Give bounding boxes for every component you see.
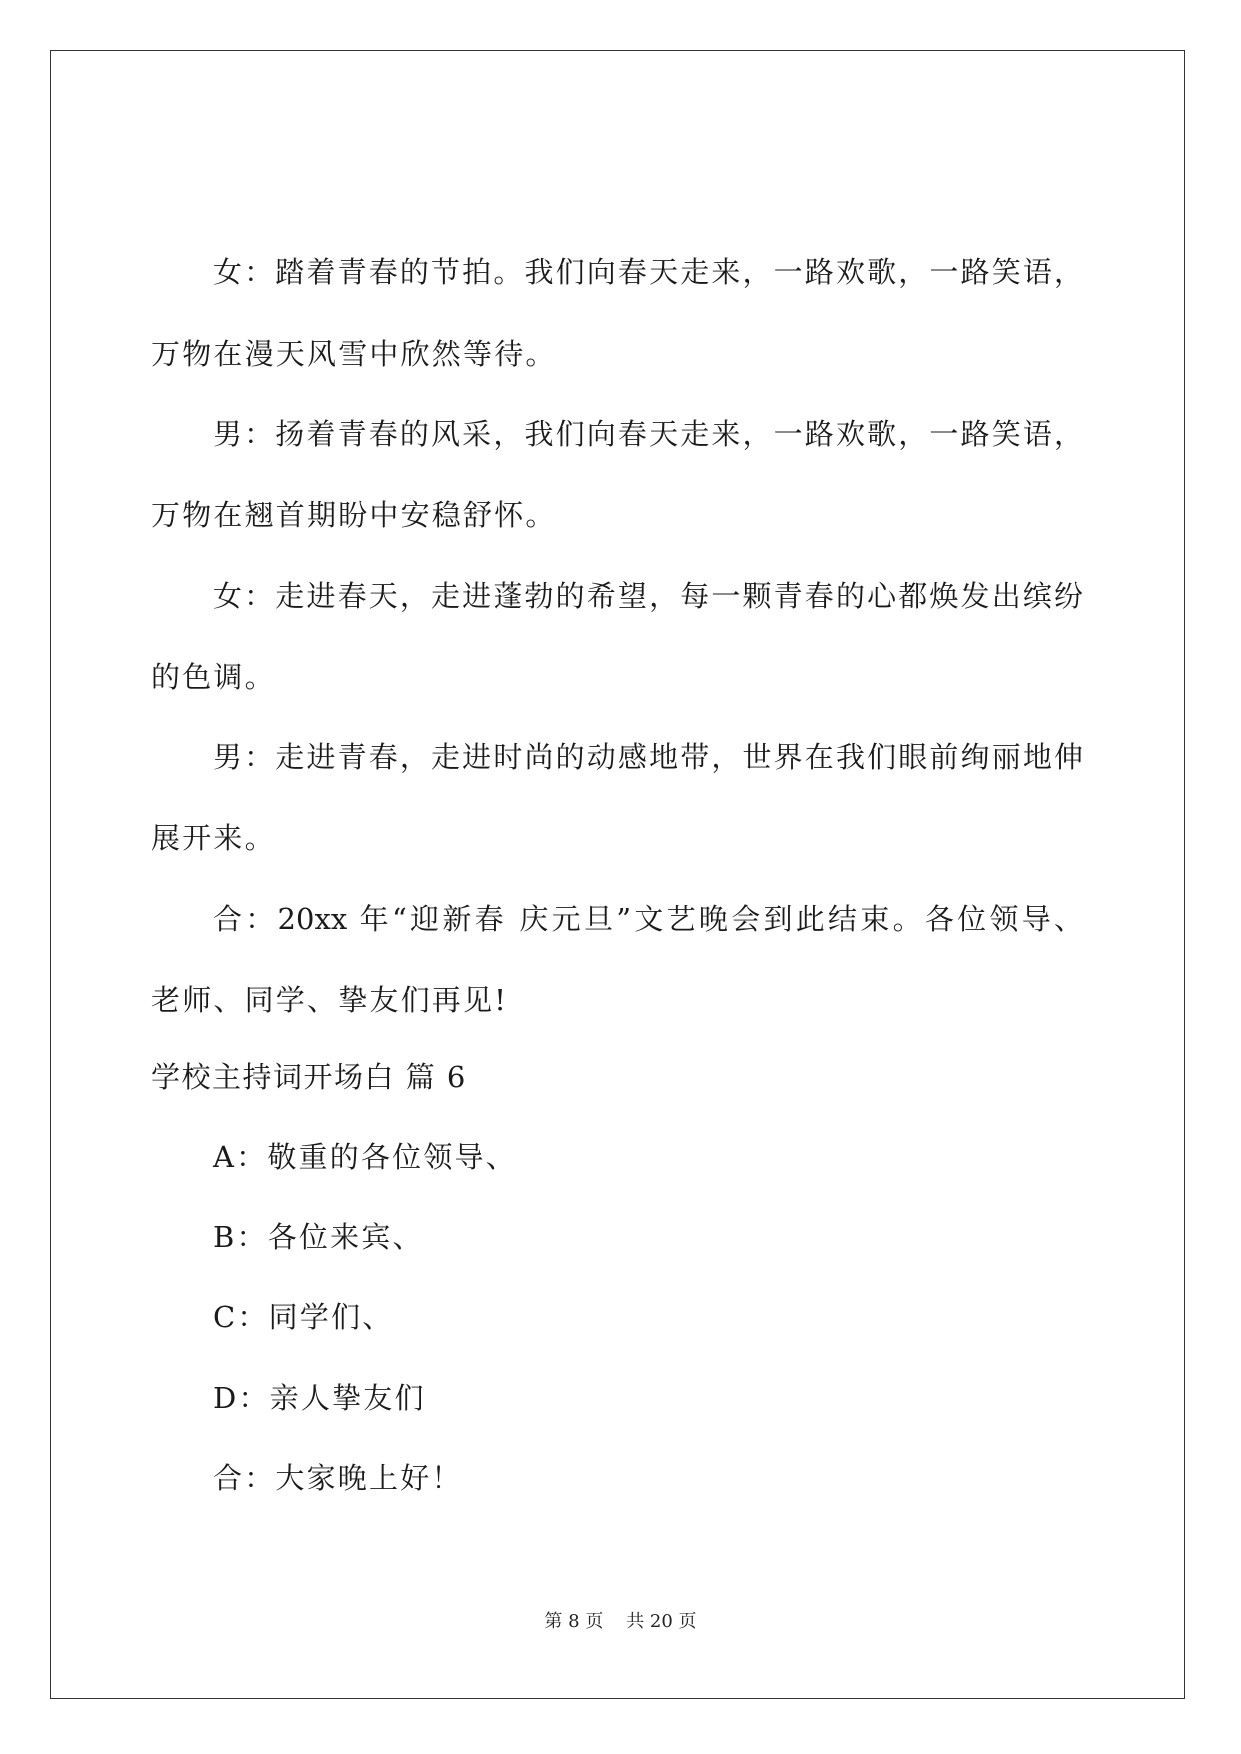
greeting-line-c: C：同学们、 xyxy=(213,1300,394,1334)
page-footer: 第 8 页 共 20 页 xyxy=(544,1611,697,1632)
paragraph-2-line-2: 万物在翘首期盼中安稳舒怀。 xyxy=(151,498,557,532)
greeting-line-d: D：亲人挚友们 xyxy=(213,1381,426,1415)
paragraph-5-line-2: 老师、同学、挚友们再见! xyxy=(151,983,509,1017)
paragraph-1-line-2: 万物在漫天风雪中欣然等待。 xyxy=(151,337,557,371)
paragraph-3-line-2: 的色调。 xyxy=(151,660,276,694)
paragraph-4-line-2: 展开来。 xyxy=(151,821,276,855)
page-border xyxy=(50,50,1185,1699)
paragraph-3-line-1: 女：走进春天，走进蓬勃的希望，每一颗青春的心都焕发出缤纷 xyxy=(213,579,1083,613)
greeting-line-b: B：各位来宾、 xyxy=(213,1220,424,1254)
section-heading: 学校主持词开场白 篇 6 xyxy=(151,1060,467,1094)
paragraph-2-line-1: 男：扬着青春的风采，我们向春天走来，一路欢歌，一路笑语， xyxy=(213,417,1083,451)
greeting-line-a: A：敬重的各位领导、 xyxy=(213,1140,517,1174)
paragraph-5-line-1: 合：20xx 年“迎新春 庆元旦”文艺晚会到此结束。各位领导、 xyxy=(213,902,1083,936)
paragraph-4-line-1: 男：走进青春，走进时尚的动感地带，世界在我们眼前绚丽地伸 xyxy=(213,740,1083,774)
greeting-line-all: 合：大家晚上好！ xyxy=(213,1461,463,1495)
paragraph-1-line-1: 女：踏着青春的节拍。我们向春天走来，一路欢歌，一路笑语， xyxy=(213,255,1083,289)
